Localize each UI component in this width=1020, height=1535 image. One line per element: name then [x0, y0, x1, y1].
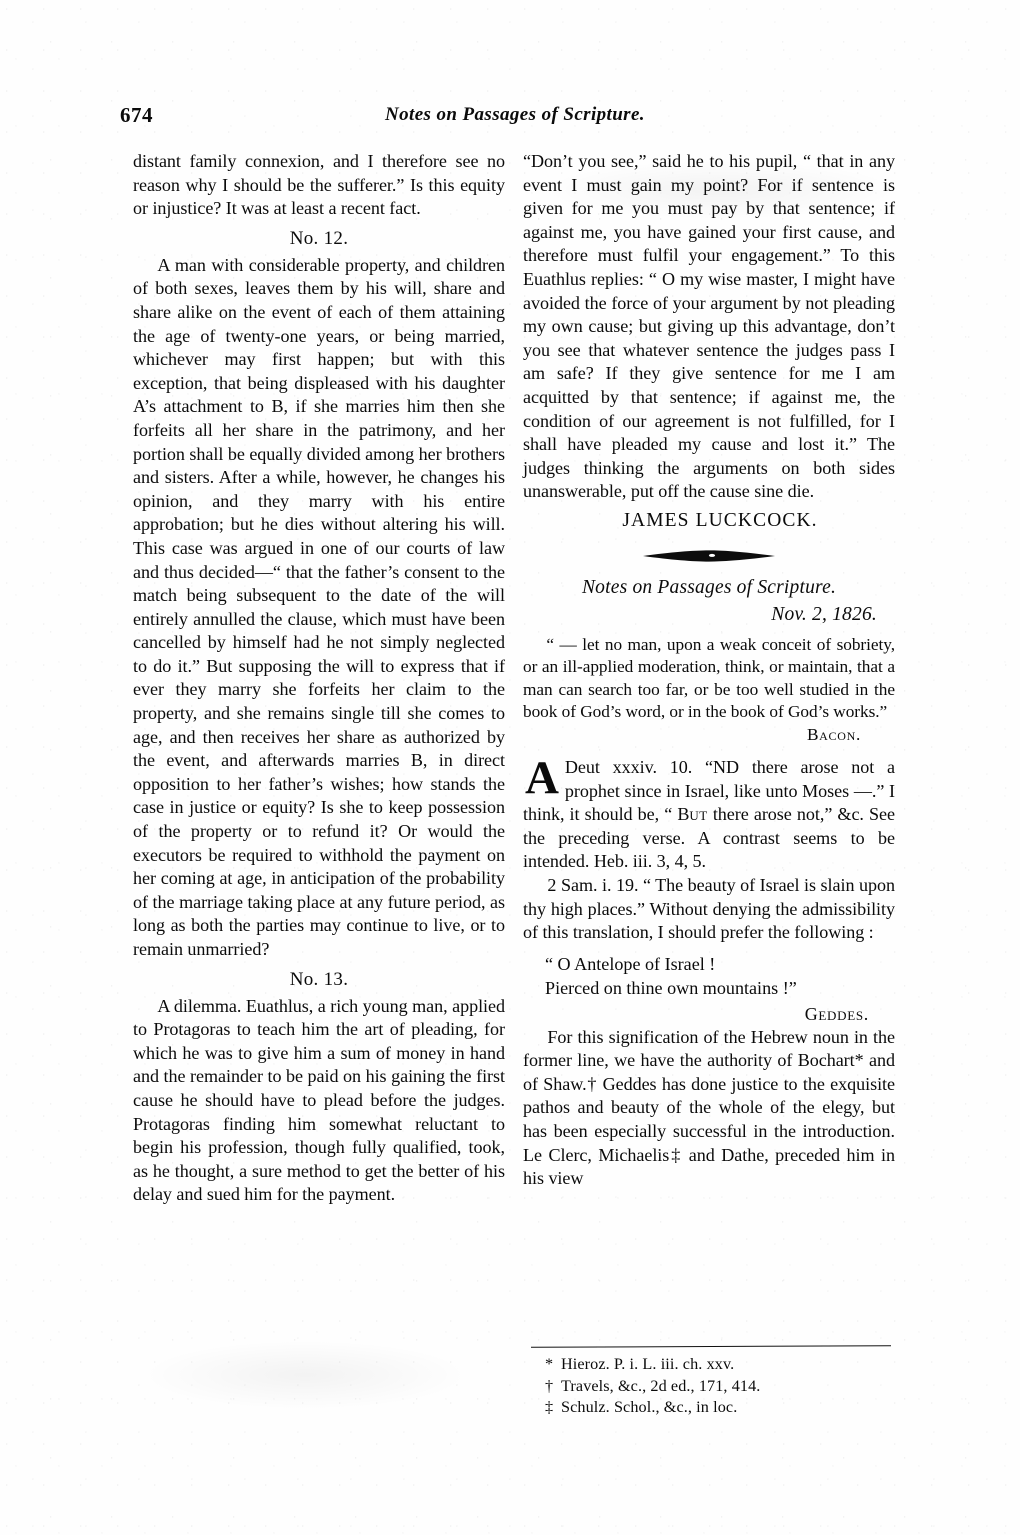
commentary-part-a: For this signification of the Hebrew noun in the former line, we have the authority of Bochart — [523, 1026, 895, 1071]
footnote-mark: * — [545, 1355, 554, 1373]
commentary-paragraph — [523, 1026, 895, 1191]
commentary-part-c: Geddes has done justice to the exquisite pathos and beauty of the whole of the elegy, but has been especially successful in the introduction. Le Clerc, Michaelis — [523, 1073, 895, 1165]
section-13-body: A dilemma. Euathlus, a rich young man, applied to Protagoras to teach him the art of pleading, for which he was to give him a sum of money in hand and the remainder to be paid on his gaining the first cause he should have to plead before the judges. Protagoras finding him somewhat reluctant to begin his profession, though fully qualified, took, as he thought, a sure method to get the better of his delay and sued him for the payment. — [133, 995, 505, 1205]
right-column — [523, 150, 895, 1191]
section-heading-no-13: No. 13. — [289, 968, 349, 990]
footnote-item — [523, 1354, 895, 1376]
footnote-marker-dagger: † — [586, 1073, 598, 1094]
verse-attribution: Geddes. — [804, 1003, 869, 1024]
ink-smudge — [140, 1340, 470, 1410]
epigraph-attribution: Bacon. — [806, 724, 861, 744]
footnote-marker-ddagger: ‡ — [669, 1144, 683, 1165]
footnote-mark: † — [545, 1376, 554, 1395]
article-date: Nov. 2, 1826. — [771, 603, 877, 625]
footnote-mark: ‡ — [545, 1398, 554, 1416]
deuteronomy-reference: Deut xxxiv. 10. — [564, 756, 693, 777]
running-head-title: Notes on Passages of Scripture. — [385, 104, 645, 125]
footnote-separator-rule — [531, 1345, 891, 1348]
commentary-part-b: and of Shaw. — [523, 1050, 895, 1094]
deuteronomy-note — [523, 751, 895, 874]
footnote-text: Schulz. Schol., &c., in loc. — [561, 1398, 738, 1416]
commentary-part-d: and Dathe, preceded him in his view — [523, 1144, 895, 1189]
footnote-item — [523, 1376, 895, 1398]
verse-line-2: Pierced on thine own mountains !” — [545, 977, 797, 998]
footnote-text: Hieroz. P. i. L. iii. ch. xxv. — [561, 1355, 735, 1373]
deuteronomy-body-part-2: there arose not,” &c. See the preceding verse. A contrast seems to be intended. Heb. iii. 3, 4, 5. — [523, 804, 895, 872]
section-12-body: A man with considerable property, and children of both sexes, leaves them by his will, share and share alike on the event of each of them attaining the age of twenty-one years, or being married, whichever may first happen; but with this exception, that being displeased with his daughter A’s attachment to B, if she marries him then she forfeits all her share in the patrimony, and her portion shall be equally divided among her brothers and sisters. After a while, however, he changes his opinion, and they marry with his entire approbation; but he dies without altering his will. This case was argued in one of our courts of law and thus decided—“ that the father’s consent to the match being subsequent to the date of the will entirely annulled the clause, which must have been cancelled by himself had he not simply neglected to do it.” But supposing the will to express that if ever they marry she forfeits her claim to the property, and she remains single till she comes to age, and then receives her share as authorized by the event, and afterwards marries B, in direct opposition to her father’s wishes; how stands the case in justice or equity? Is she to keep possession of the property or to refund it? Or would the executors be required to withhold the payment on her coming at age, in anticipation of the probability of the marriage taking place at any future period, as long as both the parties may continue to live, or to remain unmarried? — [133, 254, 505, 959]
section-heading-no-12: No. 12. — [289, 227, 349, 249]
epigraph-block — [523, 634, 895, 746]
diamond-ornament-icon — [523, 543, 895, 569]
deuteronomy-body-smallcaps: ut — [689, 804, 708, 825]
footnote-item — [523, 1397, 895, 1419]
footnote-marker-asterisk: * — [854, 1050, 864, 1071]
deuteronomy-open-quote: “ — [705, 756, 713, 777]
deuteronomy-note-block — [523, 751, 895, 874]
left-column — [133, 150, 505, 1207]
footnote-block — [523, 1346, 895, 1419]
drop-cap-letter: A — [525, 751, 559, 804]
epigraph-text: “ — let no man, upon a weak conceit of sobriety, or an ill-applied moderation, think, or maintain, that a man can search too far, or be too well studied in the book of God’s word, or in the book of God’s works.” — [523, 634, 895, 722]
footnote-text: Travels, &c., 2d ed., 171, 414. — [561, 1376, 761, 1395]
paragraph-continued: distant family connexion, and I therefore see no reason why I should be the sufferer.” Is this equity or injustice? It was at least a recent fact. — [133, 151, 505, 219]
author-signature: JAMES LUCKCOCK. — [622, 509, 818, 531]
verse-line-1: “ O Antelope of Israel ! — [545, 953, 716, 974]
dilemma-continued-paragraph: “Don’t you see,” said he to his pupil, “ that in any event I must gain my point? For if sentence is given for me you must pay by that sentence; if against me, you have gained your first cause, and therefore must fulfil your engagement.” To this Euathlus replies: “ O my wise master, I might have avoided the force of your argument by not pleading my own cause; but giving up this advantage, don’t you see that whatever sentence the judges pass I am safe? If they give sentence for me I am acquitted by that sentence; if against me, the condition of our agreement is not fulfilled, for I shall have pleaded my cause and lost it.” The judges thinking the arguments on both sides unanswerable, put off the cause sine die. — [523, 151, 895, 502]
samuel-note: 2 Sam. i. 19. “ The beauty of Israel is slain upon thy high places.” Without denying the admissibility of this translation, I should prefer the following : — [523, 874, 895, 943]
verse-quotation — [523, 952, 895, 1000]
deuteronomy-body-part-1: ND there arose not a prophet since in Israel, like unto Moses —.” I think, it should be, “ B — [523, 756, 895, 825]
page-folio-number: 674 — [120, 103, 153, 127]
article-title: Notes on Passages of Scripture. — [581, 576, 837, 598]
running-head — [120, 103, 910, 135]
